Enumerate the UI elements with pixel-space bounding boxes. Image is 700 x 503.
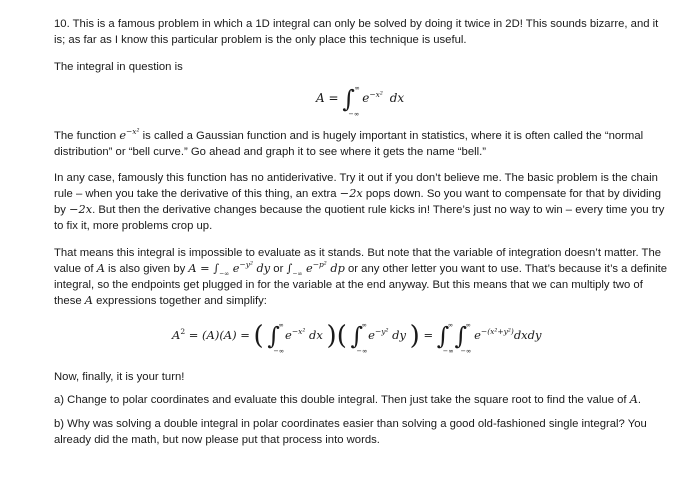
antiderivative-paragraph	[54, 170, 668, 234]
eq2-y-exp: −y²	[374, 327, 389, 337]
means-exp-1: −y²	[239, 260, 253, 270]
gaussian-text-1: The function	[54, 130, 120, 142]
means-text-2: is also given by	[104, 263, 189, 275]
eq2-lhs-sup: 2	[180, 327, 186, 337]
means-lims-2: −∞	[292, 270, 303, 278]
eq2-dx: dx	[309, 328, 323, 342]
gaussian-paragraph	[54, 128, 668, 160]
eq2-lhs: A	[172, 328, 181, 342]
eq2-int-inner: ∫ ∞ −∞	[454, 323, 470, 343]
means-text-3: or any other letter you want to use. That’s because it’s a definite integral, so the endpoints get plugged in for the variable at the end anyway. But this means that we can multiply two of these	[54, 263, 668, 307]
means-math-1c: dy	[252, 262, 271, 275]
problem-intro-text: This is a famous problem in which a 1D integral can only be solved by doing it twice in 2D! This sounds bizarre, and it is; as far as I know this particular problem is the only place this technique is useful.	[54, 18, 659, 46]
integral-intro: The integral in question is	[54, 61, 183, 73]
means-exp-2: −p²	[312, 260, 327, 270]
eq1-equals: =	[328, 91, 339, 105]
eq2-int-y: ∫ ∞ −∞	[351, 323, 365, 343]
equation-A	[316, 84, 405, 118]
eq2-int-y-lower: −∞	[356, 347, 368, 355]
means-math-2b: e	[302, 262, 313, 275]
means-A2: A	[84, 294, 93, 307]
eq2-int-y-upper: ∞	[361, 321, 367, 329]
gaussian-text-2: is called a Gaussian function and is hugely important in statistics, where it is often called the “normal distribution” or “bell curve.” Go ahead and graph it to see where it gets the name “bell.”	[54, 130, 644, 158]
anti-math-2: −2x	[69, 203, 93, 216]
eq2-dxdy: dxdy	[513, 328, 542, 342]
eq2-int-x: ∫ ∞ −∞	[267, 323, 281, 343]
eq2-product: = (A)(A) =	[185, 328, 254, 342]
problem-number: 10.	[54, 18, 70, 30]
means-math-2: ∫	[286, 262, 293, 275]
eq2-int-outer-upper: ∞	[447, 321, 454, 329]
eq2-xy-exp: −(x²+y²)	[480, 327, 514, 337]
eq2-e-y: e	[368, 328, 375, 342]
your-turn: Now, finally, it is your turn!	[54, 371, 185, 383]
means-text-4: expressions together and simplify:	[92, 295, 267, 307]
eq1-exponent: −x²	[369, 90, 383, 99]
eq2-int-inner-upper: ∞	[465, 321, 471, 329]
means-paragraph	[54, 245, 668, 309]
means-text-1: That means this integral is impossible to evaluate as it stands. But note that the variable of integration doesn’t matter. The value of	[54, 247, 662, 275]
means-math-1b: e	[229, 262, 240, 275]
eq2-e-x: e	[285, 328, 292, 342]
eq1-lower: −∞	[348, 110, 360, 118]
anti-text-1: In any case, famously this function has no antiderivative. Try it out if you don’t believe me. The basic problem is the chain rule – when you take the derivative of this thing, an extra	[54, 172, 658, 200]
eq2-int-outer: ∫ ∞ −∞	[437, 323, 451, 343]
eq2-int-x-upper: ∞	[278, 321, 284, 329]
part-a-period: .	[637, 394, 641, 406]
part-b: b) Why was solving a double integral in polar coordinates easier than solving a good old-fashioned single integral? You already did the math, but now please put that process into words.	[54, 418, 647, 446]
eq2-int-outer-lower: −∞	[442, 347, 454, 355]
problem-intro	[54, 16, 668, 48]
eq1-integrand: e	[362, 91, 370, 105]
means-math-1: A = ∫	[188, 262, 220, 275]
eq2-x-exp: −x²	[291, 327, 306, 337]
equation-A-squared: $A^2 = (A)(A)$ = ( ∫ ∞ −∞ $e^{-x^2}$ dx )( ∫ ∞ −∞ $e^{-y^2}$ dy ) = ∫ ∞ −∞ ∫ ∞ −∞ $e^{-(x^2+y^2)}dxdy$	[172, 323, 542, 343]
eq2-e-xy: e	[474, 328, 481, 342]
eq2-dy: dy	[392, 328, 407, 342]
eq1-upper: ∞	[354, 84, 360, 92]
anti-text-2: pops down. So you want to compensate for that by dividing by	[54, 188, 662, 216]
gaussian-fn: e	[119, 129, 126, 142]
means-math-2c: dp	[326, 262, 345, 275]
eq1-lhs: A	[316, 91, 325, 105]
eq1-integral: ∫ ∞ −∞	[342, 86, 358, 106]
gaussian-exp: −x²	[126, 127, 140, 137]
part-a-A: A	[629, 393, 638, 406]
anti-text-3: . But then the derivative changes because the quotient rule kicks in! There’s just no way to win – every time you try to fix it, more problems crop up.	[54, 204, 665, 232]
eq2-int-x-lower: −∞	[273, 347, 285, 355]
part-a-text: a) Change to polar coordinates and evaluate this double integral. Then just take the square root to find the value of	[54, 394, 630, 406]
means-A: A	[96, 262, 105, 275]
eq2-int-inner-lower: −∞	[460, 347, 472, 355]
means-lims-1: −∞	[219, 270, 230, 278]
part-a	[54, 392, 668, 408]
anti-math-1: −2x	[339, 187, 363, 200]
means-or: or	[270, 263, 287, 275]
eq1-dx: dx	[389, 91, 405, 105]
